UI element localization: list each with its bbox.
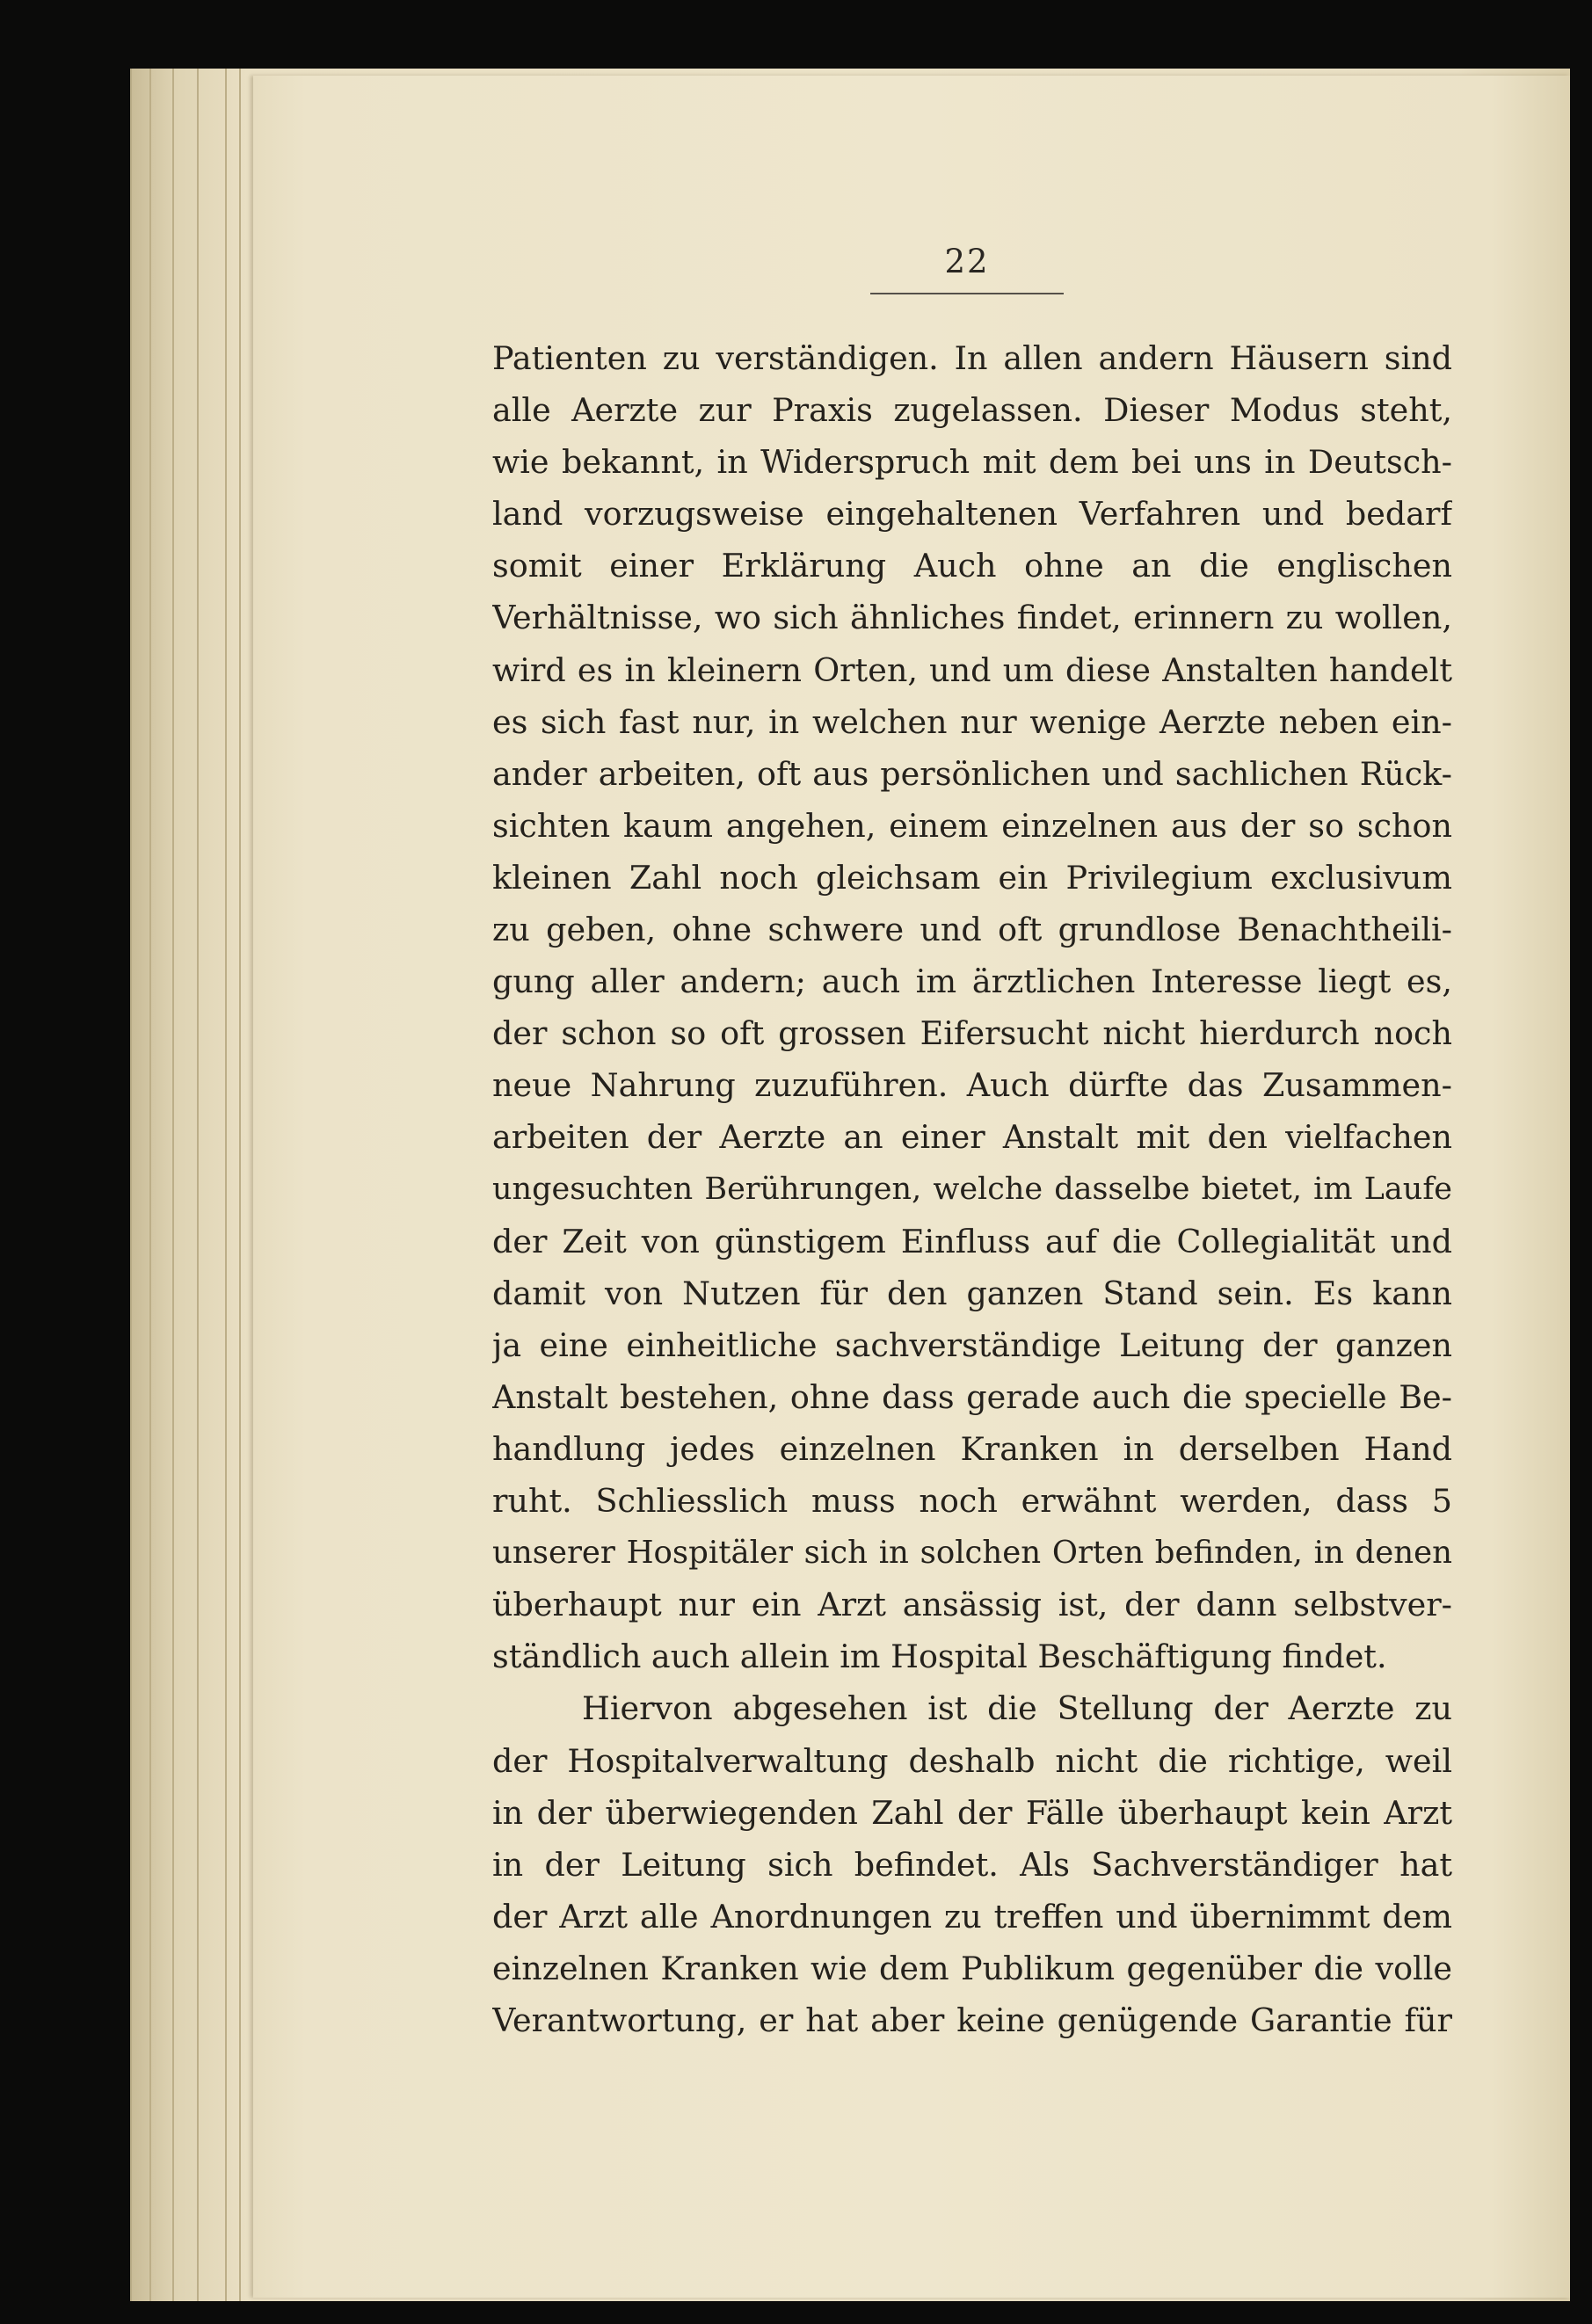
text-line: der Arzt alle Anordnungen zu treffen und übernimmt dem (492, 1897, 1452, 1935)
page-edge (172, 69, 174, 2301)
text-line: zu geben, ohne schwere und oft grundlose Benachtheili- (492, 911, 1452, 949)
text-line: gung aller andern; auch im ärztlichen Interesse liegt es, (492, 962, 1452, 1001)
text-line: Verhältnisse, wo sich ähnliches findet, erinnern zu wollen, (492, 599, 1452, 637)
text-line: ungesuchten Berührungen, welche dasselbe bietet, im Laufe (492, 1171, 1452, 1207)
text-line: ja eine einheitliche sachverständige Leitung der ganzen (492, 1325, 1452, 1364)
text-line: wird es in kleinern Orten, und um diese Anstalten handelt (492, 650, 1452, 689)
page-edge (225, 69, 227, 2301)
text-line: land vorzugsweise eingehaltenen Verfahren und bedarf (492, 495, 1452, 534)
text-line: der Hospitalverwaltung deshalb nicht die richtige, weil (492, 1741, 1452, 1780)
text-line: unserer Hospitäler sich in solchen Orten befinden, in denen (492, 1535, 1452, 1572)
text-line: somit einer Erklärung Auch ohne an die englischen (492, 547, 1452, 585)
text-line: alle Aerzte zur Praxis zugelassen. Dieser Modus steht, (492, 391, 1452, 430)
text-line: einzelnen Kranken wie dem Publikum gegenüber die volle (492, 1949, 1452, 1987)
text-line: Verantwortung, er hat aber keine genügende Garantie für (492, 2001, 1452, 2039)
page-edge (197, 69, 199, 2301)
body-text (492, 332, 1452, 2046)
text-line: es sich fast nur, in welchen nur wenige Aerzte neben ein- (492, 702, 1452, 741)
text-line: handlung jedes einzelnen Kranken in derselben Hand (492, 1429, 1452, 1468)
text-line: arbeiten der Aerzte an einer Anstalt mit den vielfachen (492, 1118, 1452, 1157)
text-line: der schon so oft grossen Eifersucht nicht hierdurch noch (492, 1014, 1452, 1053)
text-line: Anstalt bestehen, ohne dass gerade auch die specielle Be- (492, 1377, 1452, 1416)
text-line: sichten kaum angehen, einem einzelnen aus der so schon (492, 806, 1452, 845)
text-line: der Zeit von günstigem Einfluss auf die Collegialität und (492, 1222, 1452, 1260)
scan-border (1570, 62, 1592, 2312)
text-line: in der Leitung sich befindet. Als Sachverständiger hat (492, 1845, 1452, 1884)
paragraph-first-line: Hiervon abgesehen ist die Stellung der Aerzte zu (582, 1689, 1452, 1728)
page-edge (239, 69, 241, 2301)
page-number: 22 (944, 243, 990, 280)
text-line: damit von Nutzen für den ganzen Stand sein. Es kann (492, 1274, 1452, 1312)
text-line: ander arbeiten, oft aus persönlichen und sachlichen Rück- (492, 754, 1452, 793)
text-line: Patienten zu verständigen. In allen andern Häusern sind (492, 339, 1452, 377)
page-edge (149, 69, 151, 2301)
text-line: in der überwiegenden Zahl der Fälle überhaupt kein Arzt (492, 1793, 1452, 1832)
text-line: wie bekannt, in Widerspruch mit dem bei uns in Deutsch- (492, 443, 1452, 482)
text-line: ruht. Schliesslich muss noch erwähnt werden, dass 5 (492, 1482, 1452, 1521)
text-line: kleinen Zahl noch gleichsam ein Privilegium exclusivum (492, 858, 1452, 897)
paragraph-last-line: ständlich auch allein im Hospital Beschäftigung findet. (492, 1638, 1387, 1676)
text-line: überhaupt nur ein Arzt ansässig ist, der dann selbstver- (492, 1586, 1452, 1624)
header-rule (870, 293, 1064, 294)
text-line: neue Nahrung zuzuführen. Auch dürfte das Zusammen- (492, 1066, 1452, 1105)
